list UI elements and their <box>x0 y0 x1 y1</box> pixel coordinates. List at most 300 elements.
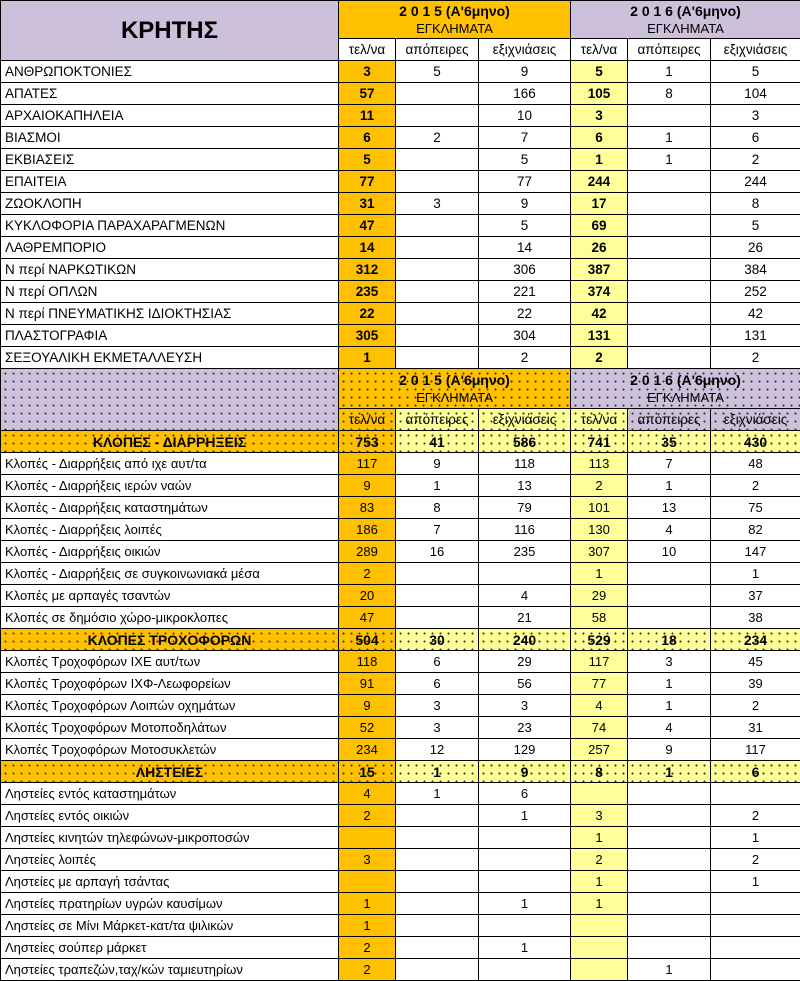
table-row <box>1 783 800 805</box>
cell-attempts-2015: 3 <box>396 193 479 215</box>
cell-attempts-2016 <box>628 325 711 347</box>
cell-attempts-2015: 8 <box>396 497 479 519</box>
table-row <box>1 871 800 893</box>
table-row <box>1 347 800 369</box>
cell-completed-2016: 74 <box>571 717 628 739</box>
table-row <box>1 937 800 959</box>
cell-attempts-2015 <box>396 915 479 937</box>
cell-attempts-2016 <box>628 805 711 827</box>
table-row <box>1 959 800 981</box>
cell-completed-2016: 58 <box>571 607 628 629</box>
cell-completed-2015: 117 <box>339 453 396 475</box>
table-row <box>1 541 800 563</box>
cell-completed-2015: 9 <box>339 475 396 497</box>
table-row <box>1 325 800 347</box>
cell-completed-2016: 113 <box>571 453 628 475</box>
cell-completed-2015: 118 <box>339 651 396 673</box>
cat-solved-2015: 9 <box>479 761 571 783</box>
period-2016-label-secondary: 2 0 1 6 (Α'6μηνο) <box>575 373 796 387</box>
cell-completed-2016: 117 <box>571 651 628 673</box>
row-label: Κλοπές - Διαρρήξεις σε συγκοινωνιακά μέσα <box>1 563 339 585</box>
crimes-label-2015-secondary: ΕΓΚΛΗΜΑΤΑ <box>343 391 566 404</box>
row-label: Ληστείες εντός καταστημάτων <box>1 783 339 805</box>
row-label: Ν περί ΠΝΕΥΜΑΤΙΚΗΣ ΙΔΙΟΚΤΗΣΙΑΣ <box>1 303 339 325</box>
cell-solved-2016: 104 <box>711 83 800 105</box>
cell-attempts-2015 <box>396 347 479 369</box>
cell-completed-2016 <box>571 915 628 937</box>
row-label: ΕΠΑΙΤΕΙΑ <box>1 171 339 193</box>
cell-attempts-2016 <box>628 281 711 303</box>
row-label: Ν περί ΝΑΡΚΩΤΙΚΩΝ <box>1 259 339 281</box>
cell-attempts-2016: 1 <box>628 127 711 149</box>
cell-attempts-2015: 5 <box>396 61 479 83</box>
table-row <box>1 849 800 871</box>
cell-completed-2016 <box>571 959 628 981</box>
cell-attempts-2016: 7 <box>628 453 711 475</box>
cell-completed-2016: 1 <box>571 893 628 915</box>
cell-attempts-2016 <box>628 105 711 127</box>
row-label: Κλοπές Τροχοφόρων Μοτοποδηλάτων <box>1 717 339 739</box>
cell-completed-2016: 257 <box>571 739 628 761</box>
cell-completed-2015: 5 <box>339 149 396 171</box>
cell-completed-2015: 2 <box>339 959 396 981</box>
cell-solved-2016: 48 <box>711 453 800 475</box>
row-label: Ληστείες κινητών τηλεφώνων-μικροποσών <box>1 827 339 849</box>
cell-completed-2015: 9 <box>339 695 396 717</box>
cell-attempts-2016 <box>628 193 711 215</box>
col-header-solved-2015: εξιχνιάσεις <box>479 39 571 61</box>
cell-completed-2015: 234 <box>339 739 396 761</box>
cell-solved-2016: 384 <box>711 259 800 281</box>
row-label: Ν περί ΟΠΛΩΝ <box>1 281 339 303</box>
row-label: Ληστείες τραπεζών,ταχ/κών ταμιευτηρίων <box>1 959 339 981</box>
col-header-attempts-2015: απόπειρες <box>396 39 479 61</box>
category-row-thefts <box>1 431 800 453</box>
cell-attempts-2016: 8 <box>628 83 711 105</box>
cell-attempts-2016: 1 <box>628 475 711 497</box>
cell-solved-2015: 306 <box>479 259 571 281</box>
cell-solved-2016: 45 <box>711 651 800 673</box>
cell-attempts-2016 <box>628 849 711 871</box>
category-row-vehicle-thefts <box>1 629 800 651</box>
cell-completed-2015: 305 <box>339 325 396 347</box>
table-row <box>1 149 800 171</box>
cell-attempts-2015 <box>396 303 479 325</box>
row-label: ΣΕΞΟΥΑΛΙΚΗ ΕΚΜΕΤΑΛΛΕΥΣΗ <box>1 347 339 369</box>
cell-solved-2016: 75 <box>711 497 800 519</box>
cell-solved-2015: 9 <box>479 193 571 215</box>
cell-completed-2016: 1 <box>571 149 628 171</box>
cat-attempts-2015: 30 <box>396 629 479 651</box>
cell-completed-2015: 14 <box>339 237 396 259</box>
cell-solved-2015: 221 <box>479 281 571 303</box>
cell-attempts-2015: 12 <box>396 739 479 761</box>
cell-attempts-2016: 9 <box>628 739 711 761</box>
row-label: Ληστείες λοιπές <box>1 849 339 871</box>
cell-attempts-2016: 1 <box>628 673 711 695</box>
period-2015-label-secondary: 2 0 1 5 (Α'6μηνο) <box>343 373 566 387</box>
row-label: Κλοπές - Διαρρήξεις λοιπές <box>1 519 339 541</box>
cell-completed-2016: 130 <box>571 519 628 541</box>
table-row <box>1 237 800 259</box>
cell-attempts-2015 <box>396 237 479 259</box>
cell-completed-2015: 3 <box>339 61 396 83</box>
cell-completed-2015: 2 <box>339 937 396 959</box>
cell-solved-2015: 5 <box>479 215 571 237</box>
cell-attempts-2016: 4 <box>628 519 711 541</box>
cat-completed-2016: 741 <box>571 431 628 453</box>
table-row <box>1 519 800 541</box>
table-row <box>1 171 800 193</box>
cell-solved-2015: 2 <box>479 347 571 369</box>
cell-solved-2015: 21 <box>479 607 571 629</box>
cell-completed-2016 <box>571 937 628 959</box>
cell-solved-2015 <box>479 959 571 981</box>
cell-solved-2015: 56 <box>479 673 571 695</box>
table-row <box>1 563 800 585</box>
cell-solved-2015: 304 <box>479 325 571 347</box>
cell-solved-2016: 252 <box>711 281 800 303</box>
cell-completed-2015: 22 <box>339 303 396 325</box>
cell-attempts-2016: 10 <box>628 541 711 563</box>
cell-completed-2016: 374 <box>571 281 628 303</box>
cell-completed-2016: 26 <box>571 237 628 259</box>
cell-solved-2015: 29 <box>479 651 571 673</box>
category-row-robberies <box>1 761 800 783</box>
cell-completed-2016: 69 <box>571 215 628 237</box>
table-row <box>1 827 800 849</box>
cell-solved-2016: 82 <box>711 519 800 541</box>
cell-attempts-2016 <box>628 303 711 325</box>
row-label: Ληστείες εντός οικιών <box>1 805 339 827</box>
table-row <box>1 303 800 325</box>
cell-completed-2015: 77 <box>339 171 396 193</box>
cell-solved-2015: 9 <box>479 61 571 83</box>
cell-solved-2015: 10 <box>479 105 571 127</box>
table-row <box>1 497 800 519</box>
cell-attempts-2016 <box>628 871 711 893</box>
table-row <box>1 651 800 673</box>
row-label: Ληστείες πρατηρίων υγρών καυσίμων <box>1 893 339 915</box>
period-2015-header <box>339 1 571 39</box>
secondary-header-row <box>1 369 800 409</box>
table-row <box>1 475 800 497</box>
cell-completed-2016: 5 <box>571 61 628 83</box>
table-row <box>1 805 800 827</box>
row-label: ΛΑΘΡΕΜΠΟΡΙΟ <box>1 237 339 259</box>
cell-attempts-2016: 4 <box>628 717 711 739</box>
cell-attempts-2015 <box>396 215 479 237</box>
cell-attempts-2016: 13 <box>628 497 711 519</box>
cat-solved-2015: 240 <box>479 629 571 651</box>
cat-completed-2015: 753 <box>339 431 396 453</box>
cell-attempts-2016 <box>628 585 711 607</box>
secondary-col-header-solved-2015: εξιχνιάσεις <box>479 409 571 431</box>
cell-completed-2016: 387 <box>571 259 628 281</box>
cat-completed-2015: 15 <box>339 761 396 783</box>
table-row <box>1 893 800 915</box>
cell-solved-2015: 6 <box>479 783 571 805</box>
cell-completed-2015: 186 <box>339 519 396 541</box>
cell-attempts-2015: 1 <box>396 475 479 497</box>
cat-solved-2016: 430 <box>711 431 800 453</box>
category-label: ΛΗΣΤΕΙΕΣ <box>1 761 339 783</box>
row-label: Κλοπές σε δημόσιο χώρο-μικροκλοπες <box>1 607 339 629</box>
cat-solved-2015: 586 <box>479 431 571 453</box>
cell-attempts-2016 <box>628 259 711 281</box>
cell-attempts-2015 <box>396 325 479 347</box>
cell-solved-2016 <box>711 959 800 981</box>
cell-completed-2015: 47 <box>339 607 396 629</box>
cat-attempts-2015: 1 <box>396 761 479 783</box>
cell-solved-2015: 77 <box>479 171 571 193</box>
cell-completed-2015: 57 <box>339 83 396 105</box>
cell-solved-2016: 1 <box>711 827 800 849</box>
secondary-col-header-solved-2016: εξιχνιάσεις <box>711 409 800 431</box>
cell-solved-2015: 118 <box>479 453 571 475</box>
cell-completed-2015: 4 <box>339 783 396 805</box>
cell-solved-2015: 7 <box>479 127 571 149</box>
category-label: ΚΛΟΠΕΣ ΤΡΟΧΟΦΟΡΩΝ <box>1 629 339 651</box>
table-row <box>1 83 800 105</box>
cell-completed-2015 <box>339 827 396 849</box>
cell-completed-2015: 2 <box>339 805 396 827</box>
cell-attempts-2016 <box>628 783 711 805</box>
row-label: Ληστείες με αρπαγή τσάντας <box>1 871 339 893</box>
row-label: ΠΛΑΣΤΟΓΡΑΦΙΑ <box>1 325 339 347</box>
cell-completed-2015: 31 <box>339 193 396 215</box>
row-label: ΒΙΑΣΜΟΙ <box>1 127 339 149</box>
cell-completed-2016: 1 <box>571 827 628 849</box>
cell-completed-2015: 91 <box>339 673 396 695</box>
cell-attempts-2016 <box>628 347 711 369</box>
cell-solved-2016: 2 <box>711 347 800 369</box>
table-row <box>1 607 800 629</box>
cell-attempts-2015 <box>396 105 479 127</box>
cat-solved-2016: 234 <box>711 629 800 651</box>
row-label: Κλοπές Τροχοφόρων ΙΧΕ αυτ/των <box>1 651 339 673</box>
col-header-completed-2015: τελ/να <box>339 39 396 61</box>
cell-attempts-2015: 2 <box>396 127 479 149</box>
cell-completed-2015: 1 <box>339 893 396 915</box>
cell-solved-2016: 5 <box>711 215 800 237</box>
col-header-attempts-2016: απόπειρες <box>628 39 711 61</box>
cell-solved-2015: 4 <box>479 585 571 607</box>
cell-solved-2015: 235 <box>479 541 571 563</box>
cell-solved-2016: 5 <box>711 61 800 83</box>
secondary-col-header-completed-2016: τελ/να <box>571 409 628 431</box>
cell-solved-2016: 244 <box>711 171 800 193</box>
period-2016-header <box>571 1 800 39</box>
table-row <box>1 61 800 83</box>
cell-completed-2015: 47 <box>339 215 396 237</box>
cell-solved-2015: 3 <box>479 695 571 717</box>
region-title: ΚΡΗΤΗΣ <box>1 1 339 61</box>
cell-solved-2015: 1 <box>479 805 571 827</box>
period-2015-header-secondary <box>339 369 571 409</box>
cell-completed-2016: 29 <box>571 585 628 607</box>
crimes-label-2016-secondary: ΕΓΚΛΗΜΑΤΑ <box>575 391 796 404</box>
table-row <box>1 281 800 303</box>
cell-attempts-2016: 3 <box>628 651 711 673</box>
cell-completed-2015: 312 <box>339 259 396 281</box>
cell-solved-2016 <box>711 915 800 937</box>
cell-attempts-2015: 3 <box>396 717 479 739</box>
table-row <box>1 193 800 215</box>
row-label: Κλοπές με αρπαγές τσαντών <box>1 585 339 607</box>
table-row <box>1 453 800 475</box>
secondary-col-header-completed-2015: τελ/να <box>339 409 396 431</box>
cat-completed-2016: 8 <box>571 761 628 783</box>
cell-solved-2015: 23 <box>479 717 571 739</box>
cell-completed-2016: 2 <box>571 849 628 871</box>
cell-completed-2016: 42 <box>571 303 628 325</box>
cell-completed-2016: 2 <box>571 475 628 497</box>
row-label: Κλοπές - Διαρρήξεις ιερών ναών <box>1 475 339 497</box>
cell-attempts-2015 <box>396 607 479 629</box>
cell-solved-2016: 131 <box>711 325 800 347</box>
cell-attempts-2015 <box>396 937 479 959</box>
cell-completed-2015: 235 <box>339 281 396 303</box>
cell-attempts-2016 <box>628 215 711 237</box>
cell-attempts-2015 <box>396 83 479 105</box>
cat-attempts-2016: 1 <box>628 761 711 783</box>
period-2016-header-secondary <box>571 369 800 409</box>
cell-attempts-2015: 6 <box>396 673 479 695</box>
cell-completed-2016: 101 <box>571 497 628 519</box>
row-label: Κλοπές Τροχοφόρων Λοιπών οχημάτων <box>1 695 339 717</box>
cell-solved-2016 <box>711 893 800 915</box>
cell-solved-2016: 38 <box>711 607 800 629</box>
secondary-header-blank <box>1 369 339 431</box>
cell-solved-2016: 2 <box>711 805 800 827</box>
cell-completed-2015: 1 <box>339 915 396 937</box>
cell-completed-2015: 6 <box>339 127 396 149</box>
table-row <box>1 259 800 281</box>
row-label: Κλοπές - Διαρρήξεις από ιχε αυτ/τα <box>1 453 339 475</box>
header-row <box>1 1 800 39</box>
row-label: Ληστείες σούπερ μάρκετ <box>1 937 339 959</box>
cat-attempts-2015: 41 <box>396 431 479 453</box>
cell-completed-2015: 1 <box>339 347 396 369</box>
cell-completed-2015: 289 <box>339 541 396 563</box>
row-label: Κλοπές - Διαρρήξεις καταστημάτων <box>1 497 339 519</box>
cell-completed-2015: 83 <box>339 497 396 519</box>
cell-solved-2016: 1 <box>711 871 800 893</box>
row-label: ΑΠΑΤΕΣ <box>1 83 339 105</box>
cell-attempts-2016 <box>628 171 711 193</box>
cell-completed-2016: 131 <box>571 325 628 347</box>
cell-attempts-2015 <box>396 959 479 981</box>
cell-attempts-2016 <box>628 827 711 849</box>
cell-completed-2016: 6 <box>571 127 628 149</box>
cell-completed-2015: 2 <box>339 563 396 585</box>
secondary-col-header-attempts-2016: απόπειρες <box>628 409 711 431</box>
cell-solved-2016: 2 <box>711 475 800 497</box>
cat-attempts-2016: 18 <box>628 629 711 651</box>
row-label: ΖΩΟΚΛΟΠΗ <box>1 193 339 215</box>
cell-solved-2016: 26 <box>711 237 800 259</box>
cell-solved-2015: 5 <box>479 149 571 171</box>
cell-attempts-2016 <box>628 937 711 959</box>
table-row <box>1 673 800 695</box>
row-label: ΑΝΘΡΩΠΟΚΤΟΝΙΕΣ <box>1 61 339 83</box>
cell-attempts-2016: 1 <box>628 61 711 83</box>
cell-solved-2016: 8 <box>711 193 800 215</box>
cell-solved-2015: 14 <box>479 237 571 259</box>
cell-attempts-2015: 6 <box>396 651 479 673</box>
cell-completed-2016: 2 <box>571 347 628 369</box>
cell-completed-2016: 244 <box>571 171 628 193</box>
cell-completed-2016 <box>571 783 628 805</box>
cell-solved-2015: 79 <box>479 497 571 519</box>
cell-attempts-2015 <box>396 149 479 171</box>
cell-attempts-2015: 1 <box>396 783 479 805</box>
cell-attempts-2016: 1 <box>628 959 711 981</box>
cell-solved-2015 <box>479 827 571 849</box>
cell-attempts-2015: 16 <box>396 541 479 563</box>
cell-completed-2016: 1 <box>571 563 628 585</box>
cat-attempts-2016: 35 <box>628 431 711 453</box>
cell-completed-2016: 4 <box>571 695 628 717</box>
cell-solved-2016: 2 <box>711 149 800 171</box>
cell-attempts-2015 <box>396 871 479 893</box>
table-row <box>1 105 800 127</box>
cell-completed-2016: 3 <box>571 805 628 827</box>
cell-solved-2016: 117 <box>711 739 800 761</box>
cell-attempts-2015: 9 <box>396 453 479 475</box>
cell-completed-2016: 1 <box>571 871 628 893</box>
row-label: ΑΡΧΑΙΟΚΑΠΗΛΕΙΑ <box>1 105 339 127</box>
cell-solved-2015 <box>479 849 571 871</box>
cell-attempts-2015: 7 <box>396 519 479 541</box>
cell-attempts-2016 <box>628 915 711 937</box>
period-2016-label: 2 0 1 6 (Α'6μηνο) <box>575 4 796 18</box>
cell-attempts-2016 <box>628 237 711 259</box>
cell-solved-2016: 39 <box>711 673 800 695</box>
cell-solved-2016 <box>711 783 800 805</box>
table-row <box>1 739 800 761</box>
cell-solved-2016: 37 <box>711 585 800 607</box>
cell-completed-2015: 3 <box>339 849 396 871</box>
cell-solved-2016 <box>711 937 800 959</box>
cell-solved-2015: 22 <box>479 303 571 325</box>
cell-attempts-2016 <box>628 893 711 915</box>
secondary-col-header-attempts-2015: απόπειρες <box>396 409 479 431</box>
cell-completed-2015 <box>339 871 396 893</box>
cell-attempts-2015 <box>396 171 479 193</box>
cell-completed-2016: 3 <box>571 105 628 127</box>
cell-solved-2016: 2 <box>711 849 800 871</box>
row-label: ΚΥΚΛΟΦΟΡΙΑ ΠΑΡΑΧΑΡΑΓΜΕΝΩΝ <box>1 215 339 237</box>
table-row <box>1 585 800 607</box>
cell-attempts-2015 <box>396 585 479 607</box>
cell-solved-2015: 116 <box>479 519 571 541</box>
cell-completed-2016: 77 <box>571 673 628 695</box>
cell-attempts-2016: 1 <box>628 149 711 171</box>
table-row <box>1 695 800 717</box>
category-label: ΚΛΟΠΕΣ - ΔΙΑΡΡΗΞΕΙΣ <box>1 431 339 453</box>
crimes-label-2015: ΕΓΚΛΗΜΑΤΑ <box>343 22 566 35</box>
table-row <box>1 717 800 739</box>
cell-completed-2016: 17 <box>571 193 628 215</box>
cell-solved-2015: 13 <box>479 475 571 497</box>
cell-attempts-2016 <box>628 607 711 629</box>
cell-attempts-2015 <box>396 827 479 849</box>
col-header-completed-2016: τελ/να <box>571 39 628 61</box>
cell-completed-2016: 105 <box>571 83 628 105</box>
cat-completed-2016: 529 <box>571 629 628 651</box>
